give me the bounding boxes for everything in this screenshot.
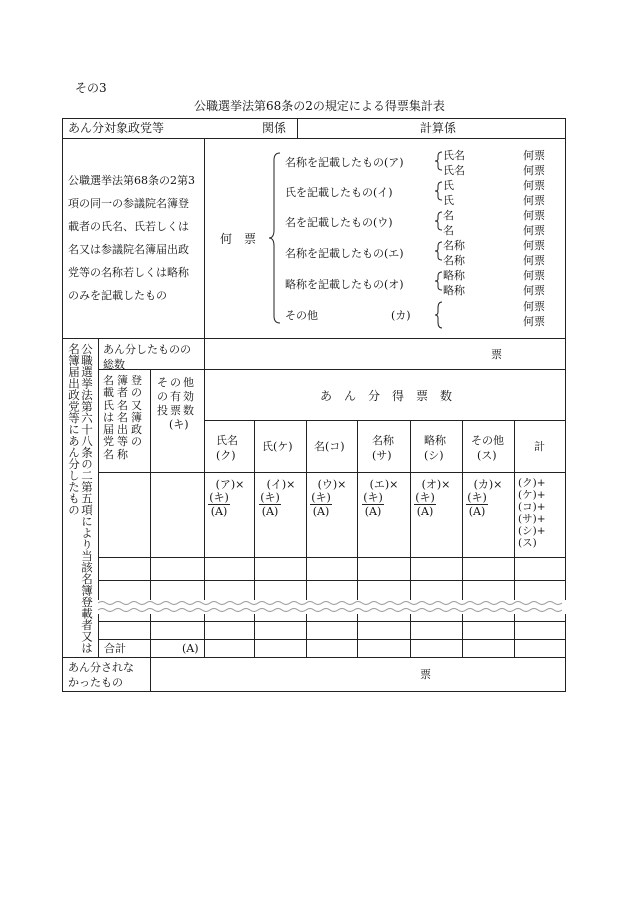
subheader-other: その他 [471, 434, 504, 447]
formula-numerator: (キ) [311, 491, 331, 504]
formula-denominator: (A) [310, 504, 332, 518]
subheader-abbreviation-mark: (シ) [424, 449, 444, 462]
total-label: あん分したものの総数 [103, 343, 191, 371]
header-line: その他 [157, 376, 196, 389]
formula-cell [466, 478, 510, 518]
desc-line: 項の同一の参議院名簿登 [68, 197, 189, 210]
subheader-fullname-mark: (ク) [216, 449, 236, 462]
formula-top: (カ)× [473, 478, 503, 491]
desc-line: のみを記載したもの [68, 289, 167, 302]
sub-label: 氏 [443, 179, 454, 192]
item-name: 名称を記載したもの(ア) [285, 156, 404, 169]
sum-line: (コ)+ [518, 501, 546, 513]
sub-label: 名 [443, 224, 454, 237]
formula-denominator: (A) [362, 504, 384, 518]
candidate-column-header: 名簿登載者の氏名又は名簿届出政党等の名称 [103, 374, 145, 461]
desc-line: 公職選挙法第68条の2第3 [68, 174, 195, 187]
formula-cell [362, 478, 406, 518]
desc-line: 党等の名称若しくは略称 [68, 266, 189, 279]
nanpyo-label: 何 票 [220, 232, 257, 246]
count-value: 何票 [523, 269, 545, 282]
desc-line: 載者の氏名、氏若しくは [68, 220, 189, 233]
total-unit: 票 [491, 348, 502, 361]
count-value: 何票 [523, 164, 545, 177]
formula-denominator: (A) [466, 504, 488, 518]
sum-line: (シ)+ [518, 525, 546, 537]
sub-label: 名称 [443, 254, 465, 267]
count-value: 何票 [523, 239, 545, 252]
count-value: 何票 [523, 194, 545, 207]
subheader-given-name: 名(コ) [314, 440, 345, 453]
formula-numerator: (キ) [415, 491, 435, 504]
unallocated-unit: 票 [420, 668, 431, 681]
sub-label: 氏名 [443, 149, 465, 162]
subheader-other-mark: (ス) [477, 449, 497, 462]
formula-top: (ア)× [215, 478, 245, 491]
form-title: 公職選挙法第68条の2の規定による得票集計表 [194, 99, 445, 113]
header-line: の有効 [157, 390, 196, 403]
formula-numerator: (キ) [363, 491, 383, 504]
item-surname: 氏を記載したもの(イ) [285, 186, 393, 199]
item-other: その他 [285, 309, 318, 322]
item-party-name: 名称を記載したもの(エ) [285, 247, 404, 260]
formula-top: (エ)× [369, 478, 399, 491]
subheader-surname: 氏(ケ) [262, 440, 293, 453]
omission-wave [98, 596, 566, 618]
grand-total-mark: (A) [182, 642, 199, 655]
subheader-party-name-mark: (サ) [372, 449, 392, 462]
relation-label: 関係 [262, 121, 287, 135]
formula-denominator: (A) [259, 504, 281, 518]
item-abbreviation: 略称を記載したもの(オ) [285, 278, 404, 291]
anbun-header: あ ん 分 得 票 数 [320, 389, 453, 403]
formula-denominator: (A) [414, 504, 436, 518]
target-party-label: あん分対象政党等 [68, 121, 165, 135]
count-value: 何票 [523, 209, 545, 222]
formula-top: (イ)× [266, 478, 296, 491]
sub-label: 名 [443, 209, 454, 222]
subheader-sum: 計 [534, 440, 545, 453]
sub-label: 氏 [443, 194, 454, 207]
subheader-party-name: 名称 [372, 434, 394, 447]
sum-line: (ケ)+ [518, 489, 546, 501]
grand-total-label: 合計 [104, 642, 126, 655]
formula-numerator: (キ) [260, 491, 280, 504]
count-value: 何票 [523, 284, 545, 297]
sum-line: (サ)+ [518, 513, 546, 525]
count-value: 何票 [523, 179, 545, 192]
count-value: 何票 [523, 254, 545, 267]
calc-label: 計算係 [420, 121, 457, 135]
formula-numerator: (キ) [467, 491, 487, 504]
desc-line: 名又は参議院名簿届出政 [68, 243, 189, 256]
formula-cell [259, 478, 303, 518]
left-brace-icon [268, 152, 282, 324]
count-value: 何票 [523, 149, 545, 162]
item-given-name: 名を記載したもの(ウ) [285, 216, 393, 229]
item-other-mark: (カ) [391, 309, 411, 322]
sub-label: 略称 [443, 284, 465, 297]
formula-cell [208, 478, 252, 518]
formula-cell [310, 478, 354, 518]
formula-top: (オ)× [421, 478, 451, 491]
header-line: (キ) [169, 418, 189, 431]
sub-label: 略称 [443, 269, 465, 282]
formula-cell [414, 478, 458, 518]
unallocated-label-line: あん分されな [68, 661, 134, 674]
header-line: 投票数 [157, 404, 196, 417]
subheader-abbreviation: 略称 [424, 434, 446, 447]
subheader-fullname: 氏名 [216, 434, 238, 447]
sub-label: 氏名 [443, 164, 465, 177]
formula-numerator: (キ) [209, 491, 229, 504]
count-value: 何票 [523, 300, 545, 313]
count-value: 何票 [523, 315, 545, 328]
count-value: 何票 [523, 224, 545, 237]
section3-side-label: 公職選挙法第六十八条の二第五項により当該名簿登載者又は名簿届出政党等にあん分したもの [67, 343, 94, 654]
sub-label: 名称 [443, 239, 465, 252]
page-label: その3 [75, 81, 107, 95]
sum-line: (ス) [518, 537, 537, 549]
formula-top: (ウ)× [317, 478, 347, 491]
sum-line: (ク)+ [518, 477, 546, 489]
formula-denominator: (A) [208, 504, 230, 518]
unallocated-label-line: かったもの [68, 676, 123, 689]
